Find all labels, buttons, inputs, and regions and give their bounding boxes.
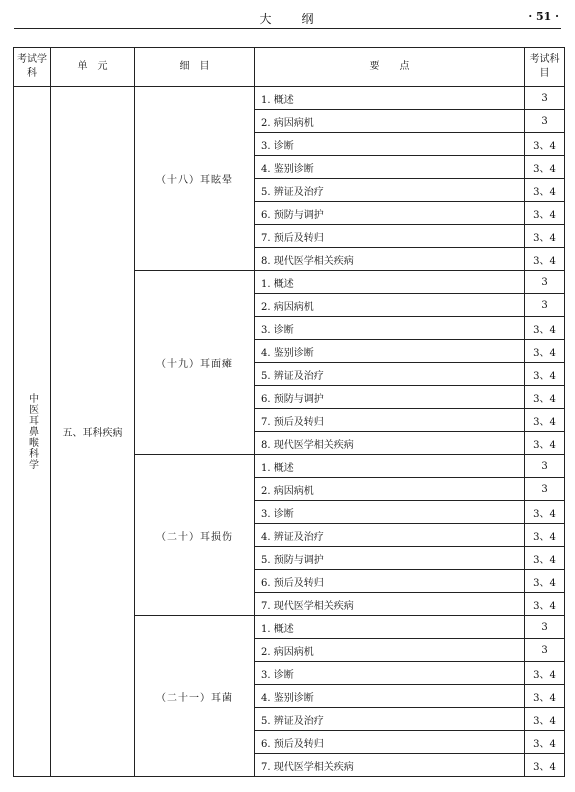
point-cell: 1. 概述 [255, 455, 525, 478]
point-cell: 4. 辨证及治疗 [255, 524, 525, 547]
exam-code-cell: 3、4 [525, 662, 565, 685]
table-row [14, 87, 565, 110]
topic-cell: （十八）耳眩晕 [135, 87, 255, 271]
point-cell: 6. 预后及转归 [255, 570, 525, 593]
point-cell: 5. 预防与调护 [255, 547, 525, 570]
running-header [14, 8, 561, 29]
exam-code-cell: 3、4 [525, 501, 565, 524]
point-cell: 7. 预后及转归 [255, 409, 525, 432]
exam-code-cell: 3、4 [525, 754, 565, 777]
exam-code-cell: 3 [525, 87, 565, 110]
point-cell: 5. 辨证及治疗 [255, 363, 525, 386]
exam-code-cell: 3、4 [525, 685, 565, 708]
point-cell: 5. 辨证及治疗 [255, 708, 525, 731]
exam-code-cell: 3、4 [525, 133, 565, 156]
point-cell: 4. 鉴别诊断 [255, 340, 525, 363]
exam-code-cell: 3、4 [525, 317, 565, 340]
exam-code-cell: 3、4 [525, 524, 565, 547]
point-cell: 1. 概述 [255, 616, 525, 639]
table-body [14, 87, 565, 777]
exam-code-cell: 3 [525, 478, 565, 501]
exam-code-cell: 3、4 [525, 432, 565, 455]
exam-code-cell: 3 [525, 639, 565, 662]
exam-code-cell: 3 [525, 271, 565, 294]
header-topic: 细 目 [135, 48, 255, 87]
topic-cell: （二十）耳损伤 [135, 455, 255, 616]
header-subject: 考试学科 [14, 48, 51, 87]
point-cell: 1. 概述 [255, 87, 525, 110]
header-unit: 单 元 [51, 48, 135, 87]
point-cell: 2. 病因病机 [255, 639, 525, 662]
point-cell: 2. 病因病机 [255, 478, 525, 501]
exam-code-cell: 3、4 [525, 731, 565, 754]
exam-code-cell: 3、4 [525, 156, 565, 179]
exam-code-cell: 3、4 [525, 202, 565, 225]
exam-code-cell: 3、4 [525, 179, 565, 202]
point-cell: 8. 现代医学相关疾病 [255, 248, 525, 271]
exam-code-cell: 3、4 [525, 363, 565, 386]
exam-code-cell: 3 [525, 294, 565, 317]
point-cell: 3. 诊断 [255, 662, 525, 685]
point-cell: 6. 预后及转归 [255, 731, 525, 754]
topic-cell: （二十一）耳菌 [135, 616, 255, 777]
syllabus-table [13, 47, 565, 777]
subject-cell: 中医耳鼻喉科学 [14, 87, 51, 777]
point-cell: 3. 诊断 [255, 317, 525, 340]
point-cell: 6. 预防与调护 [255, 202, 525, 225]
point-cell: 1. 概述 [255, 271, 525, 294]
exam-code-cell: 3、4 [525, 340, 565, 363]
page-number: · 51 · [528, 10, 559, 23]
point-cell: 6. 预防与调护 [255, 386, 525, 409]
exam-code-cell: 3、4 [525, 248, 565, 271]
unit-cell: 五、耳科疾病 [51, 87, 135, 777]
exam-code-cell: 3、4 [525, 547, 565, 570]
exam-code-cell: 3、4 [525, 570, 565, 593]
exam-code-cell: 3、4 [525, 225, 565, 248]
point-cell: 2. 病因病机 [255, 294, 525, 317]
exam-code-cell: 3、4 [525, 593, 565, 616]
exam-code-cell: 3 [525, 455, 565, 478]
point-cell: 4. 鉴别诊断 [255, 156, 525, 179]
table-header [14, 48, 565, 87]
point-cell: 4. 鉴别诊断 [255, 685, 525, 708]
exam-code-cell: 3 [525, 110, 565, 133]
exam-code-cell: 3、4 [525, 708, 565, 731]
point-cell: 7. 现代医学相关疾病 [255, 754, 525, 777]
header-point: 要 点 [255, 48, 525, 87]
point-cell: 8. 现代医学相关疾病 [255, 432, 525, 455]
point-cell: 3. 诊断 [255, 133, 525, 156]
exam-code-cell: 3、4 [525, 386, 565, 409]
exam-code-cell: 3 [525, 616, 565, 639]
exam-code-cell: 3、4 [525, 409, 565, 432]
point-cell: 7. 现代医学相关疾病 [255, 593, 525, 616]
running-title: 大 纲 [259, 12, 316, 26]
point-cell: 7. 预后及转归 [255, 225, 525, 248]
header-code: 考试科目 [525, 48, 565, 87]
point-cell: 2. 病因病机 [255, 110, 525, 133]
point-cell: 5. 辨证及治疗 [255, 179, 525, 202]
point-cell: 3. 诊断 [255, 501, 525, 524]
topic-cell: （十九）耳面瘫 [135, 271, 255, 455]
